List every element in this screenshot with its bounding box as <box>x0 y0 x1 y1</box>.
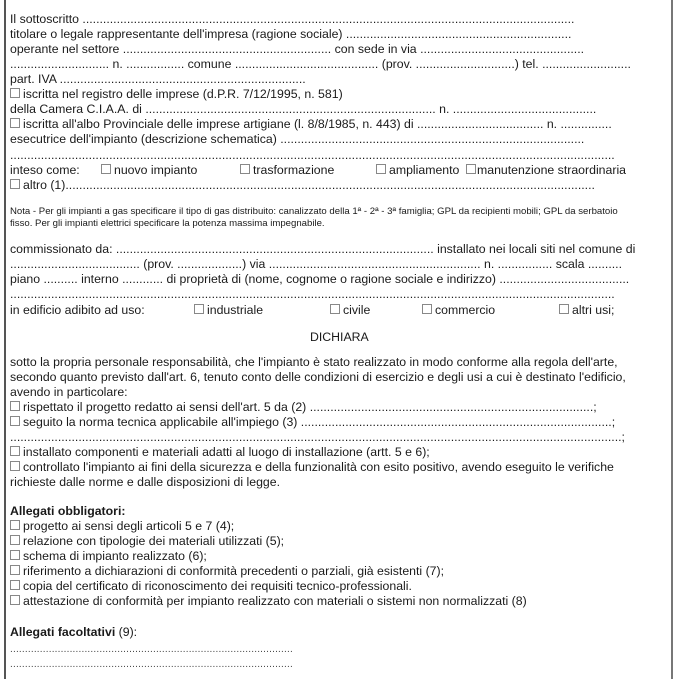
checkbox-registro-imprese-row[interactable] <box>10 87 343 102</box>
checkbox-label: relazione con tipologie dei materiali utilizzati (5); <box>23 534 285 548</box>
heading-note: (9): <box>115 625 138 639</box>
field-allegato-facoltativo-2[interactable]: ............................................................................................... <box>10 659 293 670</box>
field-settore-sede[interactable]: operante nel settore ............................................................. con sede in via ................................................ <box>10 42 585 56</box>
checkbox-icon[interactable] <box>101 164 111 174</box>
checkbox-label: attestazione di conformità per impianto realizzato con materiali o sistemi non normalizzati (8) <box>23 594 527 608</box>
checkbox-label: controllato l'impianto ai fini della sicurezza e della funzionalità con esito positivo, avendo eseguito le verifiche <box>23 460 614 474</box>
checkbox-label: iscritta all'albo Provinciale delle imprese artigiane (l. 8/8/1985, n. 443) di ..................................... n. ............... <box>23 117 612 131</box>
checkbox-norma-tecnica[interactable] <box>10 415 615 430</box>
option-nuovo-impianto[interactable] <box>101 163 197 178</box>
checkbox-icon[interactable] <box>10 461 20 471</box>
checkbox-label: seguito la norma tecnica applicabile all'impiego (3) ...........................................................................................; <box>23 415 616 429</box>
option-label: civile <box>343 303 371 317</box>
field-commissionato-da[interactable]: commissionato da: ............................................................................................. installato nei locali siti nel comune di <box>10 242 636 256</box>
option-label: commercio <box>435 303 496 317</box>
field-indirizzo-comune-tel[interactable]: ............................. n. ................. comune .......................................... (prov. .............................) tel. .......................... <box>10 57 631 71</box>
checkbox-icon[interactable] <box>10 520 20 530</box>
option-civile[interactable] <box>330 303 370 318</box>
dichiara-heading: DICHIARA <box>310 330 369 344</box>
checkbox-albo-artigiane-row[interactable] <box>10 117 612 132</box>
field-allegato-facoltativo-1[interactable]: ............................................................................................... <box>10 644 293 655</box>
checkbox-icon[interactable] <box>10 446 20 456</box>
field-partita-iva[interactable]: part. IVA ........................................................................ <box>10 72 306 86</box>
checkbox-icon[interactable] <box>559 304 569 314</box>
field-norma-continued[interactable]: ...................................................................................................................................................................................; <box>10 430 625 444</box>
allegato-obbligatorio-item[interactable] <box>10 519 234 534</box>
checkbox-label: schema di impianto realizzato (6); <box>23 549 207 563</box>
option-label: altri usi; <box>572 303 615 317</box>
checkbox-icon[interactable] <box>10 535 20 545</box>
checkbox-icon[interactable] <box>10 595 20 605</box>
checkbox-controllato-impianto[interactable] <box>10 460 614 475</box>
checkbox-icon[interactable] <box>10 580 20 590</box>
option-altro[interactable] <box>10 178 595 193</box>
allegato-obbligatorio-item[interactable] <box>10 549 207 564</box>
checkbox-icon[interactable] <box>10 416 20 426</box>
field-piano-interno-proprieta[interactable]: piano .......... interno ............ di proprietà di (nome, cognome o ragione sociale e indirizzo) ...................................... <box>10 272 630 286</box>
uso-label: in edificio adibito ad uso: <box>10 303 145 317</box>
field-proprieta-continued[interactable]: ................................................................................................................................................................................. <box>10 287 615 301</box>
checkbox-icon[interactable] <box>422 304 432 314</box>
checkbox-label: copia del certificato di riconoscimento dei requisiti tecnico-professionali. <box>23 579 412 593</box>
checkbox-icon[interactable] <box>10 401 20 411</box>
dichiara-text-3: avendo in particolare: <box>10 385 128 399</box>
field-camera-ciaa[interactable]: della Camera C.I.A.A. di ..................................................................................... n. .......................................... <box>10 102 597 116</box>
checkbox-installato-componenti[interactable] <box>10 445 430 460</box>
checkbox-icon[interactable] <box>10 179 20 189</box>
checkbox-icon[interactable] <box>10 565 20 575</box>
controllato-continued: richieste dalle norme e dalle disposizioni di legge. <box>10 475 281 489</box>
checkbox-icon[interactable] <box>330 304 340 314</box>
option-commercio[interactable] <box>422 303 495 318</box>
checkbox-label: progetto ai sensi degli articoli 5 e 7 (4); <box>23 519 235 533</box>
option-altri-usi[interactable] <box>559 303 614 318</box>
checkbox-label: rispettato il progetto redatto ai sensi dell'art. 5 da (2) ...................................................................................; <box>23 400 597 414</box>
heading-text: Allegati facoltativi <box>10 625 116 639</box>
checkbox-icon[interactable] <box>376 164 386 174</box>
allegato-obbligatorio-item[interactable] <box>10 594 527 609</box>
field-prov-via-scala[interactable]: ...................................... (prov. ...................) via .............................................................. n. ................ scala .......... <box>10 257 623 271</box>
checkbox-label: iscritta nel registro delle imprese (d.P.R. 7/12/1995, n. 581) <box>23 87 343 101</box>
option-ampliamento[interactable] <box>376 163 459 178</box>
option-label: altro (1)........................................................................................................................................................... <box>23 178 595 192</box>
field-descrizione-impianto[interactable]: esecutrice dell'impianto (descrizione schematica) ......................................................................................... <box>10 132 585 146</box>
allegati-obbligatori-heading: Allegati obbligatori: <box>10 504 126 518</box>
allegati-facoltativi-heading <box>10 625 137 640</box>
checkbox-label: riferimento a dichiarazioni di conformità precedenti o parziali, già esistenti (7); <box>23 564 445 578</box>
dichiara-text-2: secondo quanto previsto dall'art. 6, tenuto conto delle condizioni di esercizio e degli usi a cui è destinato l'edificio, <box>10 370 626 384</box>
note-line-2: fisso. Per gli impianti elettrici specificare la potenza massima impegnabile. <box>10 218 325 229</box>
allegato-obbligatorio-item[interactable] <box>10 579 412 594</box>
allegato-obbligatorio-item[interactable] <box>10 564 444 579</box>
field-ragione-sociale[interactable]: titolare o legale rappresentante dell'impresa (ragione sociale) .................................................................. <box>10 27 572 41</box>
checkbox-icon[interactable] <box>240 164 250 174</box>
note-line-1: Nota - Per gli impianti a gas specificare il tipo di gas distribuito: canalizzato della 1ª - 2ª - 3ª famiglia; GPL da recipienti mobili; GPL da serbatoio <box>10 206 618 217</box>
option-industriale[interactable] <box>194 303 263 318</box>
option-label: industriale <box>207 303 264 317</box>
allegato-obbligatorio-item[interactable] <box>10 534 284 549</box>
checkbox-icon[interactable] <box>194 304 204 314</box>
option-label: trasformazione <box>253 163 335 177</box>
checkbox-rispettato-progetto[interactable] <box>10 400 597 415</box>
checkbox-icon[interactable] <box>10 118 20 128</box>
field-descrizione-continued[interactable]: ................................................................................................................................................................................. <box>10 148 615 162</box>
option-trasformazione[interactable] <box>240 163 334 178</box>
inteso-come-label: inteso come: <box>10 163 80 177</box>
checkbox-icon[interactable] <box>10 88 20 98</box>
option-manutenzione-straordinaria[interactable] <box>466 163 626 178</box>
field-sottoscritto[interactable]: Il sottoscritto ................................................................................................................................................ <box>10 12 575 26</box>
dichiara-text-1: sotto la propria personale responsabilità, che l'impianto è stato realizzato in modo conforme alla regola dell'arte, <box>10 355 618 369</box>
checkbox-label: installato componenti e materiali adatti al luogo di installazione (artt. 5 e 6); <box>23 445 430 459</box>
checkbox-icon[interactable] <box>10 550 20 560</box>
checkbox-icon[interactable] <box>466 164 476 174</box>
option-label: nuovo impianto <box>114 163 198 177</box>
option-label: ampliamento <box>389 163 460 177</box>
option-label: manutenzione straordinaria <box>477 163 627 177</box>
